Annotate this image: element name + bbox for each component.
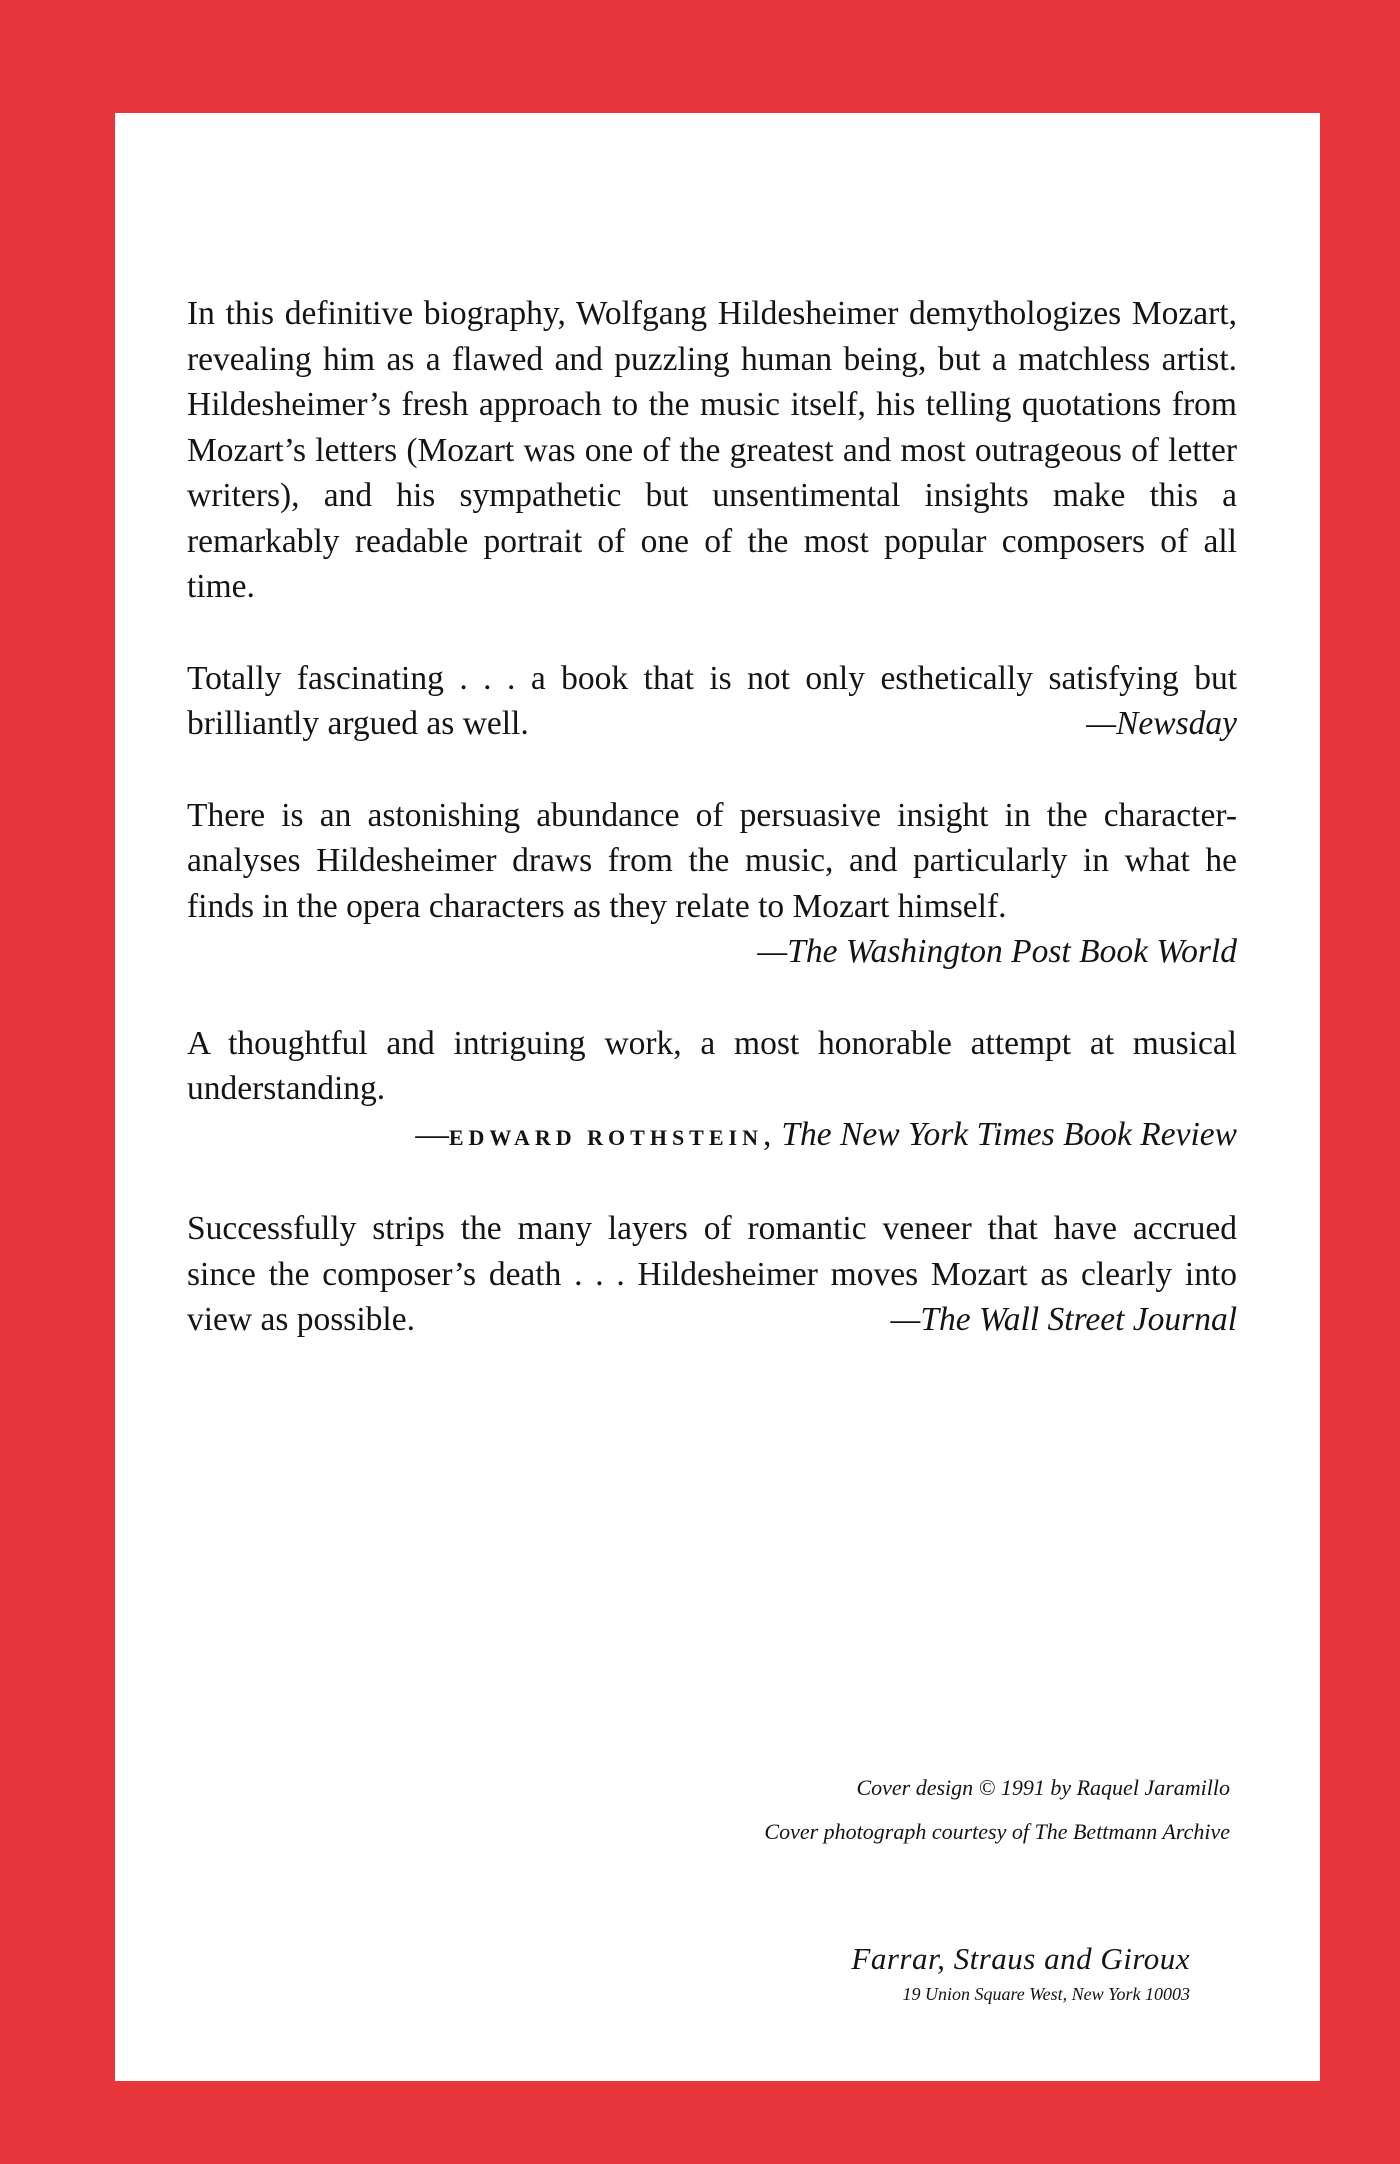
quote-text: Successfully strips the many layers of romantic veneer that have accrued since the composer’s death . . . Hildesheimer moves Mozart as clearly into view as possible. xyxy=(187,1210,1237,1338)
quote-author: EDWARD ROTHSTEIN xyxy=(448,1124,763,1150)
review-quote-washington-post xyxy=(187,793,1237,975)
publisher-name: Farrar, Straus and Giroux xyxy=(851,1941,1190,1976)
cover-credits xyxy=(764,1766,1230,1854)
quote-text: A thoughtful and intriguing work, a most honorable attempt at musical understanding. xyxy=(187,1024,1237,1107)
cover-photo-credit: Cover photograph courtesy of The Bettmann Archive xyxy=(764,1819,1230,1844)
cover-design-credit: Cover design © 1991 by Raquel Jaramillo xyxy=(856,1775,1230,1800)
back-cover-text xyxy=(187,291,1237,1343)
quote-source: —The Wall Street Journal xyxy=(890,1301,1237,1338)
review-quote-wsj xyxy=(187,1206,1237,1343)
review-quote-nyt xyxy=(187,1021,1237,1161)
quote-text: There is an astonishing abundance of persuasive insight in the character-analyses Hildesheimer draws from the music, and particularly in what he finds in the opera characters as they relate to Mozart himself. xyxy=(187,796,1237,925)
quote-attribution xyxy=(187,1112,1237,1161)
publisher-imprint xyxy=(851,1939,1190,2009)
back-cover-page xyxy=(115,113,1320,2081)
quote-source: The New York Times Book Review xyxy=(781,1115,1237,1153)
quote-text: Totally fascinating . . . a book that is not only esthetically satisfying but brilliantly argued as well. xyxy=(187,659,1237,742)
attribution-dash: — xyxy=(415,1115,449,1153)
quote-source: —The Washington Post Book World xyxy=(757,933,1237,970)
quote-source: —Newsday xyxy=(1086,705,1237,742)
review-quote-newsday xyxy=(187,656,1237,747)
publisher-address: 19 Union Square West, New York 10003 xyxy=(902,1984,1190,2004)
book-description: In this definitive biography, Wolfgang Hildesheimer demythologizes Mozart, revealing him as a flawed and puzzling human being, but a matchless artist. Hildesheimer’s fresh approach to the music itself, his telling quotations from Mozart’s letters (Mozart was one of the greatest and most outrageous of letter writers), and his sympathetic but unsentimental insights make this a remarkably readable portrait of one of the most popular composers of all time. xyxy=(187,295,1237,605)
attribution-separator: , xyxy=(762,1115,772,1153)
